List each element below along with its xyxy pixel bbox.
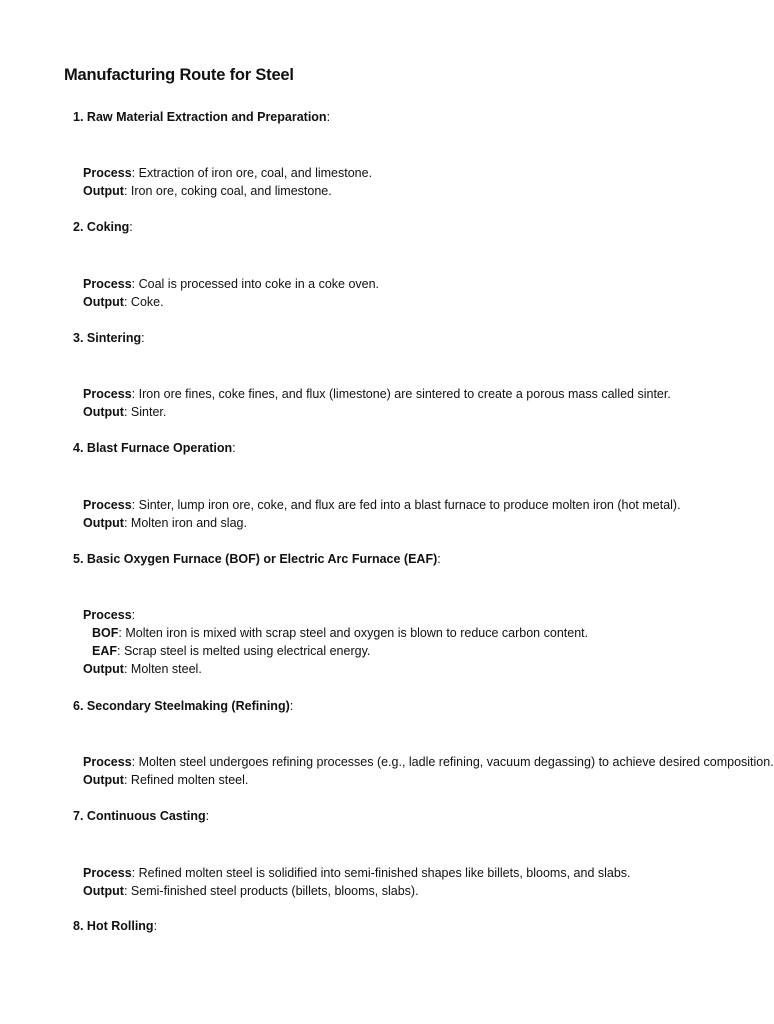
output-label: Output xyxy=(83,662,124,676)
step-number: 5. xyxy=(73,552,84,566)
step-heading: 8. Hot Rolling: xyxy=(73,919,158,933)
output-text: Sinter. xyxy=(130,405,167,419)
output-label: Output xyxy=(83,184,124,198)
output-text: Semi-finished steel products (billets, blooms, slabs). xyxy=(130,884,419,898)
output-text: Iron ore, coking coal, and limestone. xyxy=(130,184,332,198)
step-heading: 5. Basic Oxygen Furnace (BOF) or Electric Arc Furnace (EAF): xyxy=(73,552,441,566)
output-line: Output: Molten iron and slag. xyxy=(83,516,247,530)
step-heading: 2. Coking: xyxy=(73,220,133,234)
process-label: Process xyxy=(83,755,132,769)
step-heading: 6. Secondary Steelmaking (Refining): xyxy=(73,699,294,713)
bof-label: BOF xyxy=(92,626,119,640)
step-heading: 7. Continuous Casting: xyxy=(73,809,210,823)
output-label: Output xyxy=(83,295,124,309)
bof-text: Molten iron is mixed with scrap steel and oxygen is blown to reduce carbon content. xyxy=(125,626,589,640)
eaf-label: EAF xyxy=(92,644,117,658)
output-line: Output: Sinter. xyxy=(83,405,167,419)
output-label: Output xyxy=(83,405,124,419)
step-title: Raw Material Extraction and Preparation xyxy=(86,110,327,124)
output-text: Coke. xyxy=(130,295,164,309)
process-line: Process: Coal is processed into coke in a coke oven. xyxy=(83,277,380,291)
process-line: Process: Iron ore fines, coke fines, and flux (limestone) are sintered to create a porous mass called sinter. xyxy=(83,387,671,401)
step-heading: 4. Blast Furnace Operation: xyxy=(73,441,236,455)
step-title: Blast Furnace Operation xyxy=(86,441,233,455)
step-title: Secondary Steelmaking (Refining) xyxy=(86,699,290,713)
step-title: Basic Oxygen Furnace (BOF) or Electric Arc Furnace (EAF) xyxy=(86,552,438,566)
process-line: Process: Extraction of iron ore, coal, and limestone. xyxy=(83,166,373,180)
process-line: Process: Sinter, lump iron ore, coke, and flux are fed into a blast furnace to produce molten iron (hot metal). xyxy=(83,498,681,512)
step-title: Continuous Casting xyxy=(86,809,206,823)
process-text: Extraction of iron ore, coal, and limestone. xyxy=(138,166,373,180)
eaf-line: EAF: Scrap steel is melted using electrical energy. xyxy=(92,644,371,658)
process-line: Process: xyxy=(83,608,136,622)
step-title: Hot Rolling xyxy=(86,919,154,933)
output-text: Refined molten steel. xyxy=(130,773,249,787)
output-label: Output xyxy=(83,884,124,898)
page-title: Manufacturing Route for Steel xyxy=(64,66,294,84)
output-line: Output: Iron ore, coking coal, and limestone. xyxy=(83,184,332,198)
output-label: Output xyxy=(83,773,124,787)
step-heading: 3. Sintering: xyxy=(73,331,145,345)
process-text: Sinter, lump iron ore, coke, and flux are fed into a blast furnace to produce molten iron (hot metal). xyxy=(138,498,681,512)
step-number: 4. xyxy=(73,441,84,455)
process-text: Molten steel undergoes refining processes (e.g., ladle refining, vacuum degassing) to achieve desired composition. xyxy=(138,755,774,769)
output-line: Output: Coke. xyxy=(83,295,164,309)
process-text: Refined molten steel is solidified into semi-finished shapes like billets, blooms, and slabs. xyxy=(138,866,631,880)
eaf-text: Scrap steel is melted using electrical energy. xyxy=(123,644,371,658)
output-line: Output: Refined molten steel. xyxy=(83,773,249,787)
process-text: Coal is processed into coke in a coke oven. xyxy=(138,277,380,291)
process-label: Process xyxy=(83,387,132,401)
process-text: Iron ore fines, coke fines, and flux (limestone) are sintered to create a porous mass called sinter. xyxy=(138,387,671,401)
process-label: Process xyxy=(83,166,132,180)
output-text: Molten steel. xyxy=(130,662,202,676)
step-heading: 1. Raw Material Extraction and Preparation: xyxy=(73,110,331,124)
step-title: Coking xyxy=(86,220,130,234)
step-title: Sintering xyxy=(86,331,142,345)
output-line: Output: Molten steel. xyxy=(83,662,202,676)
output-text: Molten iron and slag. xyxy=(130,516,247,530)
process-label: Process xyxy=(83,608,132,622)
step-number: 1. xyxy=(73,110,84,124)
step-number: 6. xyxy=(73,699,84,713)
bof-line: BOF: Molten iron is mixed with scrap steel and oxygen is blown to reduce carbon content. xyxy=(92,626,589,640)
output-line: Output: Semi-finished steel products (billets, blooms, slabs). xyxy=(83,884,419,898)
step-number: 7. xyxy=(73,809,84,823)
process-line: Process: Refined molten steel is solidified into semi-finished shapes like billets, blooms, and slabs. xyxy=(83,866,631,880)
output-label: Output xyxy=(83,516,124,530)
process-line: Process: Molten steel undergoes refining processes (e.g., ladle refining, vacuum degassing) to achieve desired composition. xyxy=(83,755,774,769)
process-label: Process xyxy=(83,866,132,880)
step-number: 2. xyxy=(73,220,84,234)
step-number: 8. xyxy=(73,919,84,933)
step-number: 3. xyxy=(73,331,84,345)
process-label: Process xyxy=(83,277,132,291)
process-label: Process xyxy=(83,498,132,512)
